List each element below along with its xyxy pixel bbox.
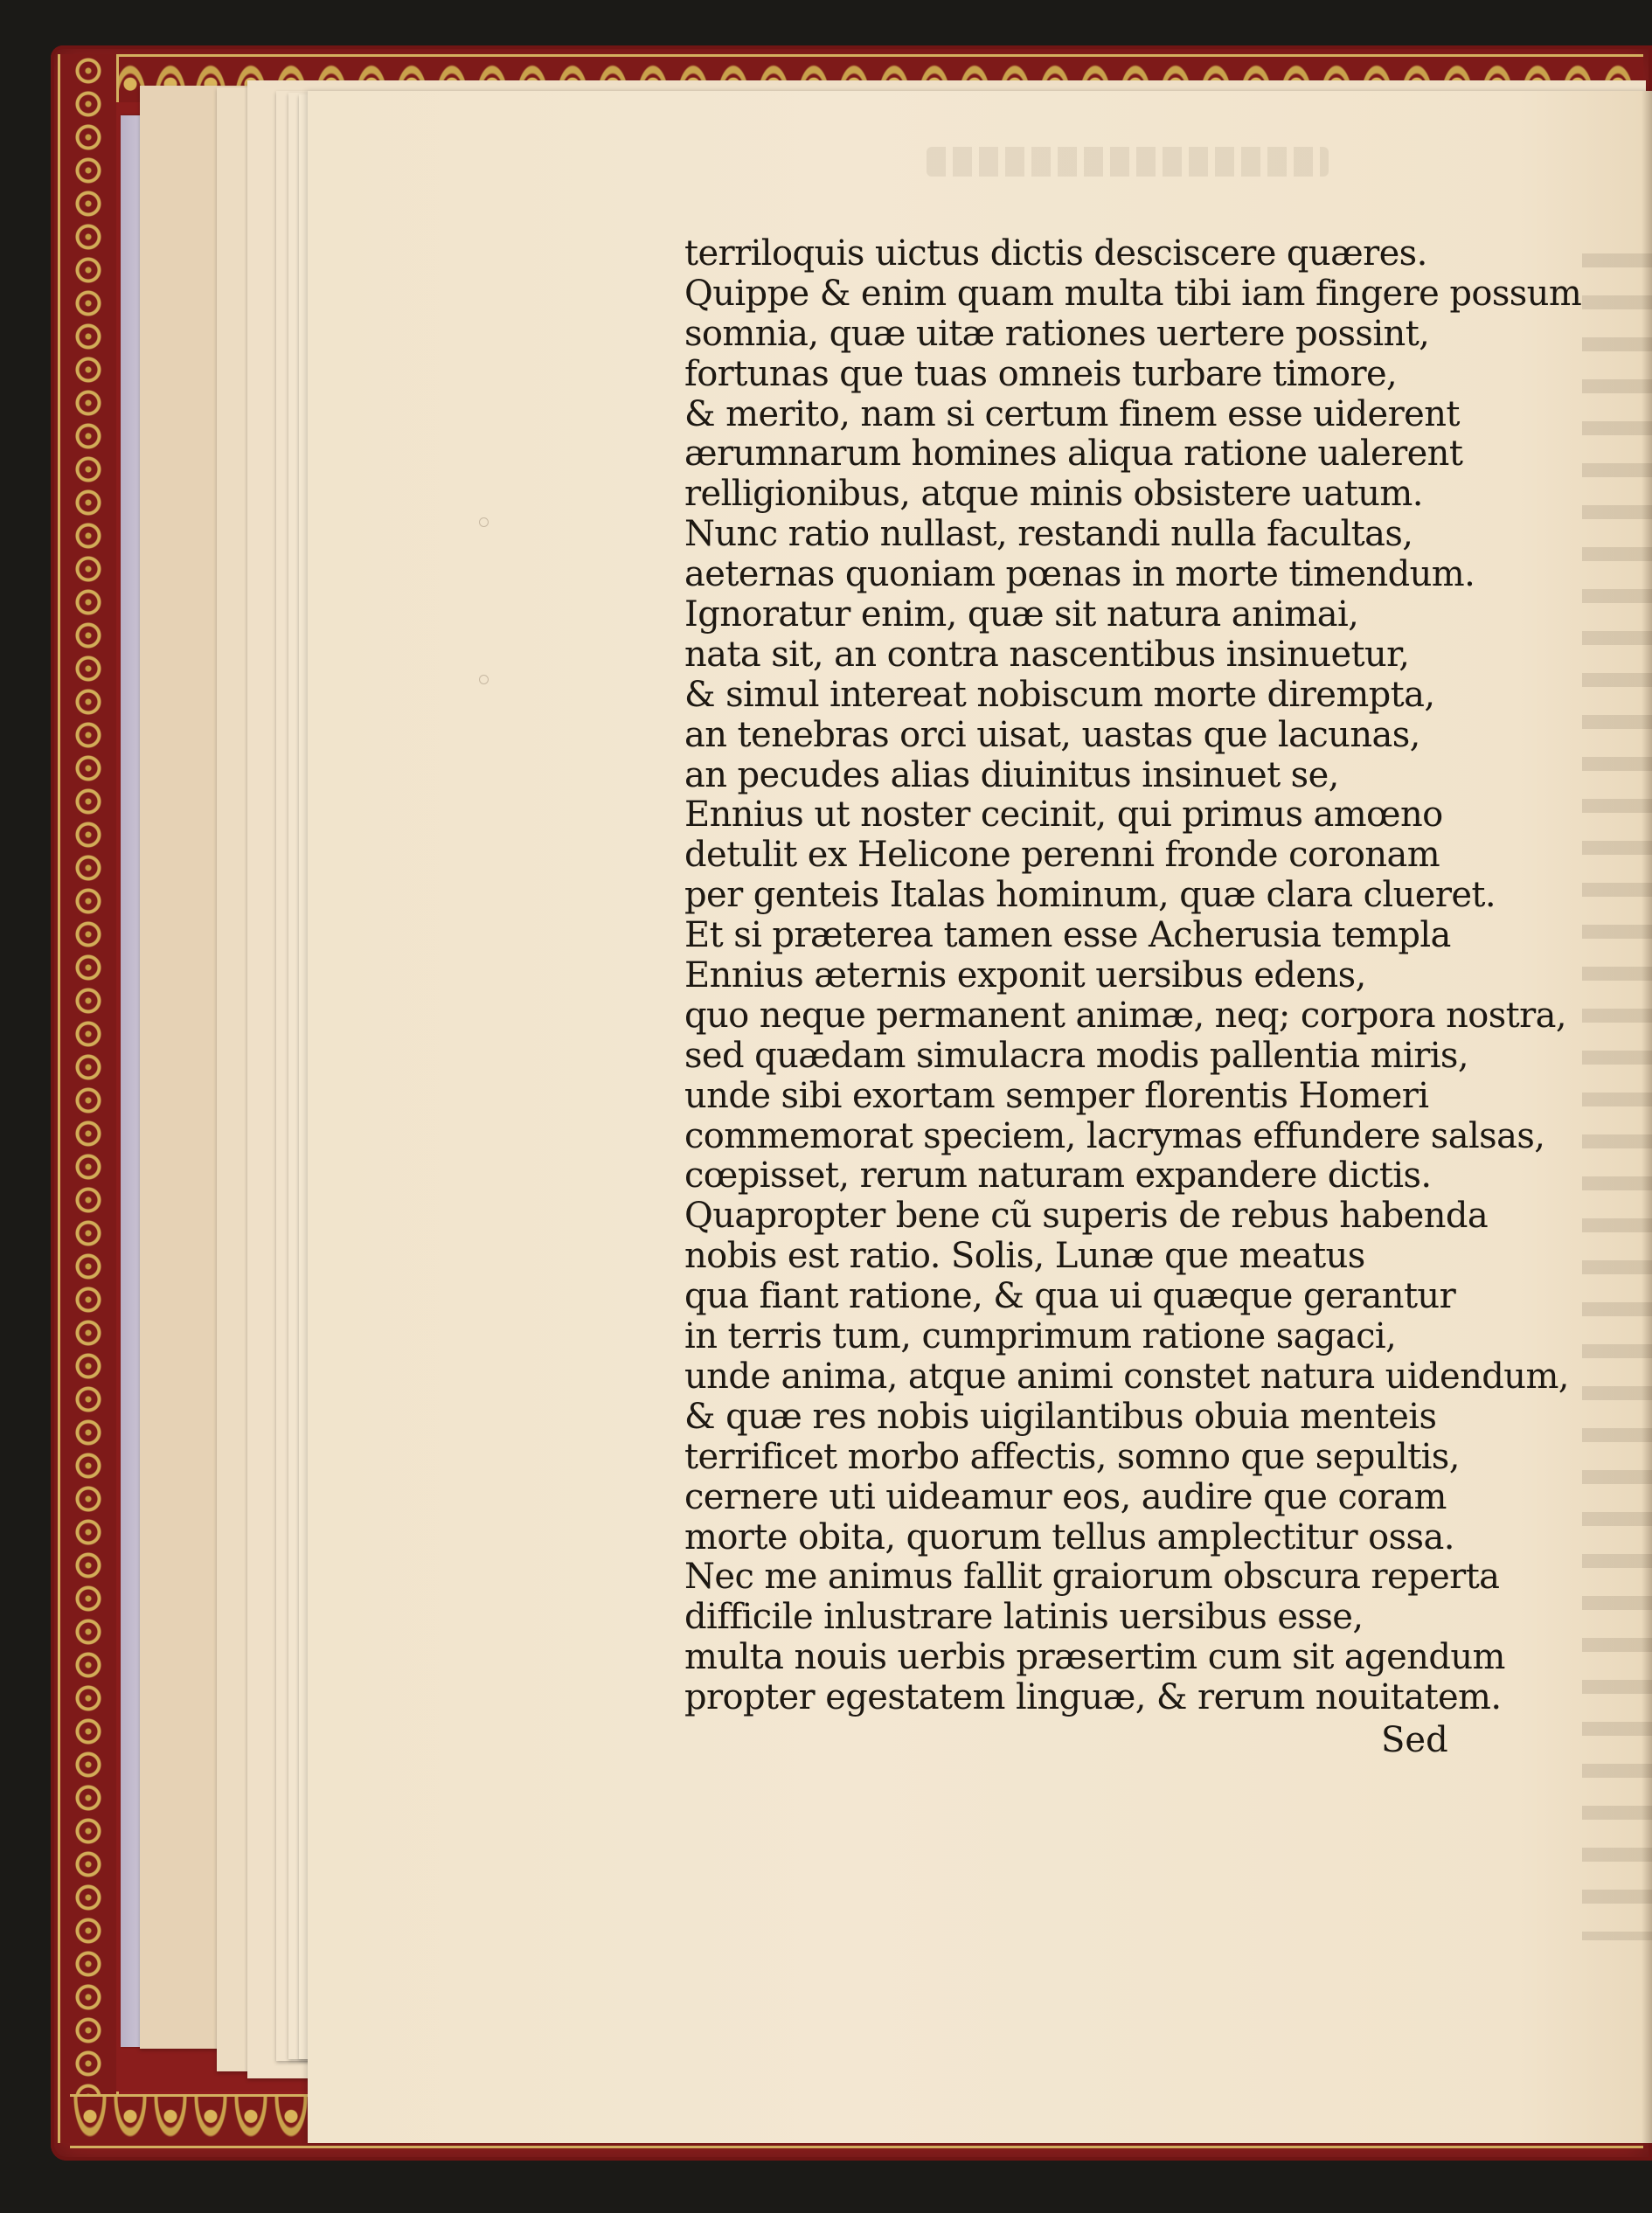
verse-line: Nunc ratio nullast, restandi nulla facultas, <box>684 514 1413 555</box>
verse-line: terriloquis uictus dictis desciscere quæres. <box>684 233 1427 274</box>
verse-line: multa nouis uerbis præsertim cum sit agendum <box>684 1637 1505 1678</box>
verse-line: Quippe & enim quam multa tibi iam fingere possum <box>684 273 1582 314</box>
verse-line: nata sit, an contra nascentibus insinuetur, <box>684 634 1410 675</box>
pinhole <box>479 517 489 527</box>
verse-line: & quæ res nobis uigilantibus obuia menteis <box>684 1396 1437 1437</box>
verse-line: unde anima, atque animi constet natura uidendum, <box>684 1356 1569 1397</box>
verse-line: nobis est ratio. Solis, Lunæ que meatus <box>684 1236 1365 1277</box>
verse-line: commemorat speciem, lacrymas effundere salsas, <box>684 1115 1545 1156</box>
verse-line: Nec me animus fallit graiorum obscura reperta <box>684 1557 1500 1598</box>
verse-line: Et si præterea tamen esse Acherusia templa <box>684 915 1451 956</box>
verse-line: cœpisset, rerum naturam expandere dictis. <box>684 1155 1432 1197</box>
verse-line: propter egestatem linguæ, & rerum nouitatem. <box>684 1677 1502 1718</box>
verse-line: unde sibi exortam semper florentis Homeri <box>684 1075 1429 1116</box>
verse-line: Ennius ut noster cecinit, qui primus amœno <box>684 794 1443 836</box>
verse-line: aeternas quoniam pœnas in morte timendum. <box>684 554 1475 595</box>
verse-line: in terris tum, cumprimum ratione sagaci, <box>684 1316 1397 1357</box>
page-fore-edge <box>1642 91 1652 2143</box>
verse-line: Quapropter bene cũ superis de rebus habenda <box>684 1196 1489 1237</box>
show-through-margin-note <box>437 988 594 1026</box>
verse-line: & simul intereat nobiscum morte dirempta, <box>684 674 1435 715</box>
verse-line: morte obita, quorum tellus amplectitur ossa. <box>684 1516 1454 1557</box>
verse-line: an tenebras orci uisat, uastas que lacunas, <box>684 714 1420 755</box>
verse-line: an pecudes alias diuinitus insinuet se, <box>684 754 1339 795</box>
verse-line: per genteis Italas hominum, quæ clara clueret. <box>684 875 1496 916</box>
verse-line: sed quædam simulacra modis pallentia miris, <box>684 1035 1468 1076</box>
verse-line: qua fiant ratione, & qua ui quæque gerantur <box>684 1276 1456 1317</box>
verse-line: terrificet morbo affectis, somno que sepultis, <box>684 1436 1460 1477</box>
verse-line: cernere uti uideamur eos, audire que coram <box>684 1476 1447 1517</box>
verse-line: Ignoratur enim, quæ sit natura animai, <box>684 594 1359 635</box>
catchword: Sed <box>1381 1720 1448 1760</box>
verse-line: detulit ex Helicone perenni fronde coronam <box>684 835 1440 876</box>
verse-line: difficile inlustrare latinis uersibus esse, <box>684 1597 1364 1638</box>
verse-line: fortunas que tuas omneis turbare timore, <box>684 353 1398 394</box>
verse-text-block <box>684 234 1611 1718</box>
gilt-border-left <box>58 54 119 2143</box>
verse-line: relligionibus, atque minis obsistere uatum. <box>684 474 1423 515</box>
show-through-header <box>927 147 1329 177</box>
verse-line: somnia, quæ uitæ rationes uertere possint, <box>684 313 1430 354</box>
pinhole <box>479 675 489 684</box>
verse-line: Ennius æternis exponit uersibus edens, <box>684 955 1366 996</box>
verse-line: quo neque permanent animæ, neq; corpora nostra, <box>684 995 1567 1036</box>
verse-line: & merito, nam si certum finem esse uiderent <box>684 393 1460 434</box>
verse-line: ærumnarum homines aliqua ratione ualerent <box>684 434 1463 475</box>
